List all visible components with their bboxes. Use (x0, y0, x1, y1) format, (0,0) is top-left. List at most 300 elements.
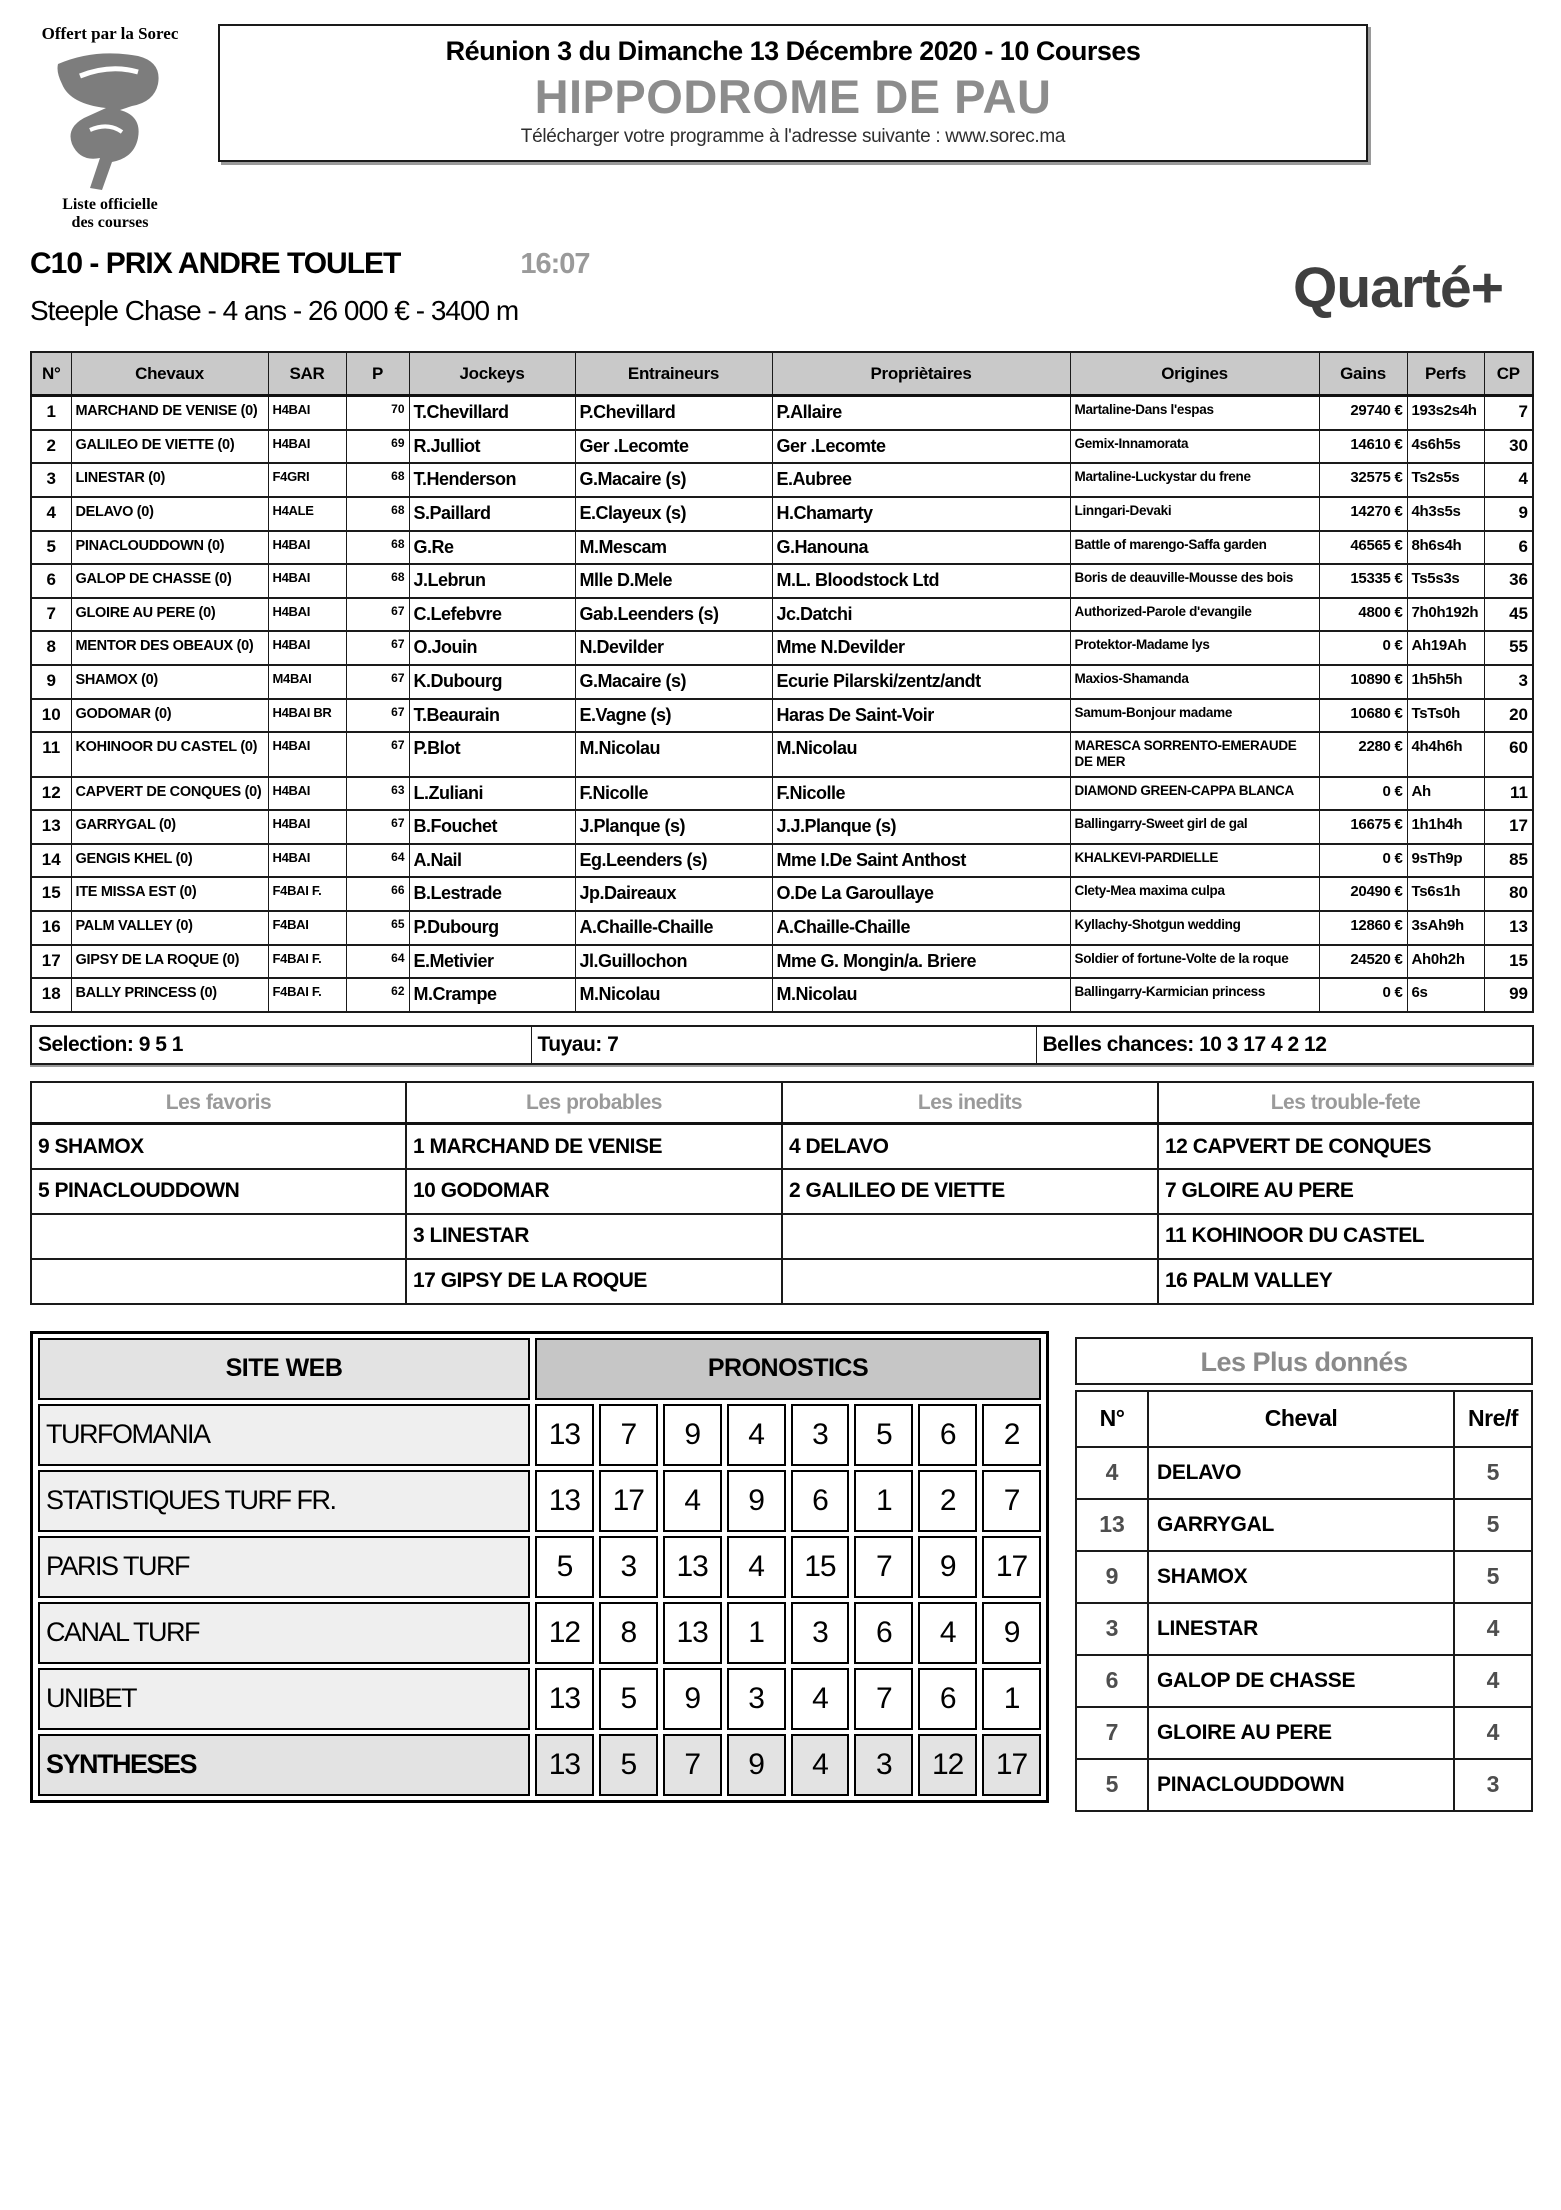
pronostic-pick: 8 (599, 1602, 658, 1664)
pd-horse-name: PINACLOUDDOWN (1148, 1759, 1454, 1811)
pick-item (782, 1214, 1158, 1259)
pronostic-pick: 6 (918, 1404, 977, 1466)
runner-sar: H4BAI (268, 810, 346, 844)
runner-perfs: Ah19Ah (1407, 631, 1484, 665)
runner-weight: 66 (346, 877, 409, 911)
col-header-origines: Origines (1070, 352, 1319, 396)
runner-trainer: E.Clayeux (s) (575, 497, 772, 531)
runner-trainer: Ger .Lecomte (575, 430, 772, 464)
site-name: TURFOMANIA (38, 1404, 530, 1466)
col-header-perfs: Perfs (1407, 352, 1484, 396)
runner-sar: M4BAI (268, 665, 346, 699)
runner-owner: O.De La Garoullaye (772, 877, 1070, 911)
runner-weight: 67 (346, 665, 409, 699)
runner-horse-name: GALOP DE CHASSE (0) (71, 564, 268, 598)
runner-row (31, 531, 1533, 565)
runner-horse-name: CAPVERT DE CONQUES (0) (71, 777, 268, 811)
runner-horse-name: KOHINOOR DU CASTEL (0) (71, 732, 268, 776)
runner-origins: Martaline-Dans l'espas (1070, 396, 1319, 430)
runner-earnings: 0 € (1319, 777, 1407, 811)
runner-number: 14 (31, 844, 71, 878)
runner-horse-name: GLOIRE AU PERE (0) (71, 598, 268, 632)
site-name: PARIS TURF (38, 1536, 530, 1598)
pronostic-pick: 1 (854, 1470, 913, 1532)
runner-row (31, 396, 1533, 430)
pronostic-pick: 3 (791, 1602, 850, 1664)
col-header-jockeys: Jockeys (409, 352, 575, 396)
runner-jockey: G.Re (409, 531, 575, 565)
pronostic-pick: 17 (982, 1536, 1041, 1598)
plus-donnes-table (1075, 1390, 1533, 1812)
runner-trainer: G.Macaire (s) (575, 665, 772, 699)
runner-weight: 68 (346, 531, 409, 565)
runner-weight: 70 (346, 396, 409, 430)
runner-sar: H4BAI BR (268, 699, 346, 733)
runner-horse-name: SHAMOX (0) (71, 665, 268, 699)
runner-origins: Samum-Bonjour madame (1070, 699, 1319, 733)
runner-earnings: 16675 € (1319, 810, 1407, 844)
runner-number: 7 (31, 598, 71, 632)
runner-jockey: P.Dubourg (409, 911, 575, 945)
runner-owner: G.Hanouna (772, 531, 1070, 565)
runner-owner: Haras De Saint-Voir (772, 699, 1070, 733)
runner-row (31, 810, 1533, 844)
runner-sar: F4BAI F. (268, 978, 346, 1012)
pick-item: 1 MARCHAND DE VENISE (406, 1124, 782, 1169)
runner-owner: Mme I.De Saint Anthost (772, 844, 1070, 878)
runner-row (31, 564, 1533, 598)
plus-donnes-panel (1075, 1337, 1533, 1812)
pronostic-pick: 13 (663, 1536, 722, 1598)
runner-jockey: O.Jouin (409, 631, 575, 665)
runner-number: 2 (31, 430, 71, 464)
runner-cp: 99 (1484, 978, 1533, 1012)
runner-weight: 69 (346, 430, 409, 464)
runner-jockey: J.Lebrun (409, 564, 575, 598)
pronostic-row (38, 1602, 1041, 1664)
runner-cp: 15 (1484, 945, 1533, 979)
pronostic-row (38, 1668, 1041, 1730)
race-conditions: Steeple Chase - 4 ans - 26 000 € - 3400 m (30, 294, 519, 326)
pronostic-pick: 13 (535, 1668, 594, 1730)
runner-origins: Kyllachy-Shotgun wedding (1070, 911, 1319, 945)
pronostic-pick: 13 (535, 1470, 594, 1532)
runner-row (31, 732, 1533, 776)
runner-weight: 67 (346, 631, 409, 665)
runner-earnings: 0 € (1319, 631, 1407, 665)
pronostic-pick: 4 (918, 1602, 977, 1664)
pick-item: 5 PINACLOUDDOWN (31, 1169, 406, 1214)
picks-table (30, 1081, 1534, 1305)
runner-earnings: 2280 € (1319, 732, 1407, 776)
runner-number: 5 (31, 531, 71, 565)
pronostic-row (38, 1470, 1041, 1532)
top-header (30, 24, 1533, 233)
pd-frequency: 4 (1454, 1655, 1532, 1707)
selection-bar (30, 1025, 1534, 1065)
pronostic-pick: 4 (727, 1404, 786, 1466)
runner-horse-name: MARCHAND DE VENISE (0) (71, 396, 268, 430)
pronostic-pick: 5 (535, 1536, 594, 1598)
pronostic-pick: 13 (535, 1404, 594, 1466)
pd-col-cheval: Cheval (1148, 1391, 1454, 1447)
runner-horse-name: MENTOR DES OBEAUX (0) (71, 631, 268, 665)
pronostic-pick: 1 (982, 1668, 1041, 1730)
pronostic-pick: 15 (791, 1536, 850, 1598)
pd-horse-number: 4 (1076, 1447, 1148, 1499)
runner-origins: Clety-Mea maxima culpa (1070, 877, 1319, 911)
runner-origins: Boris de deauville-Mousse des bois (1070, 564, 1319, 598)
runner-owner: H.Chamarty (772, 497, 1070, 531)
runner-earnings: 10680 € (1319, 699, 1407, 733)
belles-chances-text: Belles chances: 10 3 17 4 2 12 (1036, 1026, 1533, 1064)
col-header-entraineurs: Entraineurs (575, 352, 772, 396)
runner-earnings: 4800 € (1319, 598, 1407, 632)
pd-horse-name: GLOIRE AU PERE (1148, 1707, 1454, 1759)
pronostic-row (38, 1734, 1041, 1796)
runner-cp: 85 (1484, 844, 1533, 878)
runner-cp: 4 (1484, 463, 1533, 497)
runner-weight: 68 (346, 564, 409, 598)
runner-jockey: A.Nail (409, 844, 575, 878)
runners-header-row (31, 352, 1533, 396)
runner-perfs: 4h3s5s (1407, 497, 1484, 531)
venue-title: HIPPODROME DE PAU (534, 70, 1052, 123)
runner-jockey: T.Beaurain (409, 699, 575, 733)
pronostic-pick: 7 (599, 1404, 658, 1466)
runner-origins: MARESCA SORRENTO-EMERAUDE DE MER (1070, 732, 1319, 776)
sorec-logo-block (30, 24, 190, 233)
runner-number: 15 (31, 877, 71, 911)
pronostics-header: PRONOSTICS (535, 1338, 1041, 1400)
pd-frequency: 5 (1454, 1447, 1532, 1499)
pd-frequency: 4 (1454, 1707, 1532, 1759)
runner-earnings: 10890 € (1319, 665, 1407, 699)
runner-earnings: 0 € (1319, 978, 1407, 1012)
runner-weight: 64 (346, 844, 409, 878)
pick-item: 10 GODOMAR (406, 1169, 782, 1214)
runner-owner: M.Nicolau (772, 732, 1070, 776)
pronostic-pick: 3 (727, 1668, 786, 1730)
plus-donnes-row (1076, 1447, 1532, 1499)
runner-horse-name: PALM VALLEY (0) (71, 911, 268, 945)
col-header-proprietaires: Propriètaires (772, 352, 1070, 396)
pronostic-row (38, 1404, 1041, 1466)
runner-trainer: M.Nicolau (575, 732, 772, 776)
runner-origins: Protektor-Madame lys (1070, 631, 1319, 665)
pick-item: 9 SHAMOX (31, 1124, 406, 1169)
pronostic-pick: 2 (982, 1404, 1041, 1466)
runner-earnings: 0 € (1319, 844, 1407, 878)
runner-owner: A.Chaille-Chaille (772, 911, 1070, 945)
runner-trainer: M.Mescam (575, 531, 772, 565)
pick-item: 12 CAPVERT DE CONQUES (1158, 1124, 1533, 1169)
pronostic-pick: 7 (982, 1470, 1041, 1532)
sorec-horse-logo-icon (50, 46, 170, 196)
picks-header-inedits: Les inedits (782, 1082, 1158, 1124)
runner-row (31, 978, 1533, 1012)
runner-number: 6 (31, 564, 71, 598)
runner-owner: Mme G. Mongin/a. Briere (772, 945, 1070, 979)
plus-donnes-row (1076, 1759, 1532, 1811)
runner-perfs: 193s2s4h (1407, 396, 1484, 430)
runner-origins: Linngari-Devaki (1070, 497, 1319, 531)
download-note: Télécharger votre programme à l'adresse suivante : www.sorec.ma (520, 126, 1066, 147)
runner-cp: 30 (1484, 430, 1533, 464)
pd-horse-number: 6 (1076, 1655, 1148, 1707)
runner-trainer: N.Devilder (575, 631, 772, 665)
plus-donnes-row (1076, 1603, 1532, 1655)
runner-earnings: 12860 € (1319, 911, 1407, 945)
runner-weight: 68 (346, 463, 409, 497)
runner-horse-name: GENGIS KHEL (0) (71, 844, 268, 878)
runner-jockey: M.Crampe (409, 978, 575, 1012)
runner-jockey: L.Zuliani (409, 777, 575, 811)
runner-cp: 36 (1484, 564, 1533, 598)
runners-table (30, 351, 1534, 1013)
pd-horse-name: LINESTAR (1148, 1603, 1454, 1655)
pick-item (31, 1259, 406, 1304)
pd-horse-name: GALOP DE CHASSE (1148, 1655, 1454, 1707)
runner-origins: Maxios-Shamanda (1070, 665, 1319, 699)
runner-earnings: 24520 € (1319, 945, 1407, 979)
runner-trainer: E.Vagne (s) (575, 699, 772, 733)
runner-trainer: Jl.Guillochon (575, 945, 772, 979)
runner-jockey: T.Henderson (409, 463, 575, 497)
runner-number: 17 (31, 945, 71, 979)
pd-horse-number: 9 (1076, 1551, 1148, 1603)
pronostic-pick: 3 (791, 1404, 850, 1466)
runner-trainer: Mlle D.Mele (575, 564, 772, 598)
col-header-num: N° (31, 352, 71, 396)
pronostic-pick: 9 (727, 1734, 786, 1796)
runner-owner: E.Aubree (772, 463, 1070, 497)
runner-sar: H4BAI (268, 430, 346, 464)
runner-row (31, 463, 1533, 497)
runner-jockey: P.Blot (409, 732, 575, 776)
runner-perfs: 1h5h5h (1407, 665, 1484, 699)
pd-frequency: 5 (1454, 1499, 1532, 1551)
pronostic-pick: 12 (535, 1602, 594, 1664)
runner-perfs: 7h0h192h (1407, 598, 1484, 632)
runner-sar: F4BAI F. (268, 877, 346, 911)
runner-number: 8 (31, 631, 71, 665)
pronostics-table (30, 1331, 1049, 1803)
pronostic-pick: 9 (918, 1536, 977, 1598)
runner-earnings: 20490 € (1319, 877, 1407, 911)
runner-horse-name: GARRYGAL (0) (71, 810, 268, 844)
runner-trainer: Gab.Leenders (s) (575, 598, 772, 632)
runner-row (31, 631, 1533, 665)
runner-owner: Mme N.Devilder (772, 631, 1070, 665)
pronostic-pick: 9 (663, 1668, 722, 1730)
runner-jockey: B.Fouchet (409, 810, 575, 844)
runner-trainer: Eg.Leenders (s) (575, 844, 772, 878)
runner-perfs: 1h1h4h (1407, 810, 1484, 844)
runner-origins: Ballingarry-Sweet girl de gal (1070, 810, 1319, 844)
pronostic-pick: 17 (599, 1470, 658, 1532)
runner-row (31, 777, 1533, 811)
siteweb-header: SITE WEB (38, 1338, 530, 1400)
runner-trainer: A.Chaille-Chaille (575, 911, 772, 945)
site-name: SYNTHESES (38, 1734, 530, 1796)
runner-cp: 55 (1484, 631, 1533, 665)
col-header-p: P (346, 352, 409, 396)
pronostic-pick: 6 (918, 1668, 977, 1730)
picks-header-probables: Les probables (406, 1082, 782, 1124)
runner-horse-name: GIPSY DE LA ROQUE (0) (71, 945, 268, 979)
runner-trainer: M.Nicolau (575, 978, 772, 1012)
pronostic-pick: 5 (854, 1404, 913, 1466)
runner-cp: 60 (1484, 732, 1533, 776)
runner-weight: 67 (346, 598, 409, 632)
race-header (30, 247, 1533, 339)
runner-jockey: B.Lestrade (409, 877, 575, 911)
picks-row (31, 1214, 1533, 1259)
pd-col-num: N° (1076, 1391, 1148, 1447)
runner-cp: 9 (1484, 497, 1533, 531)
runner-jockey: K.Dubourg (409, 665, 575, 699)
runner-earnings: 46565 € (1319, 531, 1407, 565)
runner-cp: 20 (1484, 699, 1533, 733)
runner-origins: Battle of marengo-Saffa garden (1070, 531, 1319, 565)
plus-donnes-row (1076, 1551, 1532, 1603)
pick-item: 16 PALM VALLEY (1158, 1259, 1533, 1304)
pronostic-pick: 7 (854, 1536, 913, 1598)
runner-trainer: J.Planque (s) (575, 810, 772, 844)
runner-number: 3 (31, 463, 71, 497)
runner-number: 18 (31, 978, 71, 1012)
runner-horse-name: DELAVO (0) (71, 497, 268, 531)
pd-frequency: 5 (1454, 1551, 1532, 1603)
runner-owner: J.J.Planque (s) (772, 810, 1070, 844)
runner-origins: Ballingarry-Karmician princess (1070, 978, 1319, 1012)
runner-owner: M.L. Bloodstock Ltd (772, 564, 1070, 598)
runner-perfs: Ah0h2h (1407, 945, 1484, 979)
col-header-chevaux: Chevaux (71, 352, 268, 396)
runner-row (31, 877, 1533, 911)
runner-row (31, 598, 1533, 632)
runner-sar: F4BAI (268, 911, 346, 945)
runner-jockey: E.Metivier (409, 945, 575, 979)
pronostic-pick: 4 (791, 1668, 850, 1730)
runner-row (31, 911, 1533, 945)
plus-donnes-title: Les Plus donnés (1075, 1337, 1533, 1385)
runner-perfs: 6s (1407, 978, 1484, 1012)
runner-sar: H4BAI (268, 531, 346, 565)
meeting-title: Réunion 3 du Dimanche 13 Décembre 2020 - 10 Courses (445, 36, 1141, 66)
pronostic-pick: 4 (727, 1536, 786, 1598)
runner-perfs: 8h6s4h (1407, 531, 1484, 565)
runner-perfs: Ts5s3s (1407, 564, 1484, 598)
runner-number: 11 (31, 732, 71, 776)
runner-weight: 67 (346, 732, 409, 776)
pick-item: 2 GALILEO DE VIETTE (782, 1169, 1158, 1214)
pronostic-pick: 4 (791, 1734, 850, 1796)
runner-earnings: 32575 € (1319, 463, 1407, 497)
pick-item (31, 1214, 406, 1259)
runner-jockey: R.Julliot (409, 430, 575, 464)
pd-horse-number: 3 (1076, 1603, 1148, 1655)
pronostic-pick: 7 (663, 1734, 722, 1796)
site-name: UNIBET (38, 1668, 530, 1730)
plus-donnes-row (1076, 1707, 1532, 1759)
runner-row (31, 844, 1533, 878)
runner-weight: 67 (346, 810, 409, 844)
pick-item (782, 1259, 1158, 1304)
pick-item: 11 KOHINOOR DU CASTEL (1158, 1214, 1533, 1259)
official-list-label: Liste officielle des courses (62, 196, 158, 232)
runner-origins: Authorized-Parole d'evangile (1070, 598, 1319, 632)
runner-number: 10 (31, 699, 71, 733)
runner-sar: H4BAI (268, 396, 346, 430)
runner-horse-name: ITE MISSA EST (0) (71, 877, 268, 911)
pronostic-pick: 13 (663, 1602, 722, 1664)
pronostic-pick: 6 (854, 1602, 913, 1664)
runner-owner: P.Allaire (772, 396, 1070, 430)
pd-frequency: 4 (1454, 1603, 1532, 1655)
runner-jockey: C.Lefebvre (409, 598, 575, 632)
site-name: STATISTIQUES TURF FR. (38, 1470, 530, 1532)
pick-item: 17 GIPSY DE LA ROQUE (406, 1259, 782, 1304)
runner-weight: 67 (346, 699, 409, 733)
pick-item: 3 LINESTAR (406, 1214, 782, 1259)
pronostic-pick: 9 (727, 1470, 786, 1532)
pronostic-pick: 2 (918, 1470, 977, 1532)
pd-horse-name: GARRYGAL (1148, 1499, 1454, 1551)
runner-horse-name: GODOMAR (0) (71, 699, 268, 733)
runner-owner: F.Nicolle (772, 777, 1070, 811)
tuyau-text: Tuyau: 7 (531, 1026, 1036, 1064)
race-title: C10 - PRIX ANDRE TOULET (30, 246, 401, 280)
runner-trainer: Jp.Daireaux (575, 877, 772, 911)
runner-earnings: 15335 € (1319, 564, 1407, 598)
picks-row (31, 1259, 1533, 1304)
picks-row (31, 1124, 1533, 1169)
picks-row (31, 1169, 1533, 1214)
runner-number: 16 (31, 911, 71, 945)
race-time: 16:07 (520, 247, 590, 280)
selection-text: Selection: 9 5 1 (31, 1026, 531, 1064)
picks-header-favoris: Les favoris (31, 1082, 406, 1124)
pick-item: 4 DELAVO (782, 1124, 1158, 1169)
pd-horse-number: 13 (1076, 1499, 1148, 1551)
pronostic-pick: 3 (854, 1734, 913, 1796)
pronostic-pick: 12 (918, 1734, 977, 1796)
meeting-title-box (218, 24, 1368, 162)
runner-cp: 7 (1484, 396, 1533, 430)
runner-sar: H4BAI (268, 777, 346, 811)
bottom-section (30, 1331, 1533, 1812)
pronostic-pick: 9 (663, 1404, 722, 1466)
pd-col-nref: Nre/f (1454, 1391, 1532, 1447)
pd-horse-number: 7 (1076, 1707, 1148, 1759)
pd-horse-number: 5 (1076, 1759, 1148, 1811)
runner-horse-name: LINESTAR (0) (71, 463, 268, 497)
pd-horse-name: SHAMOX (1148, 1551, 1454, 1603)
runner-perfs: 4h4h6h (1407, 732, 1484, 776)
runner-horse-name: BALLY PRINCESS (0) (71, 978, 268, 1012)
pronostics-header-row (38, 1338, 1041, 1400)
col-header-sar: SAR (268, 352, 346, 396)
runner-sar: F4GRI (268, 463, 346, 497)
runner-sar: H4BAI (268, 598, 346, 632)
runner-sar: H4ALE (268, 497, 346, 531)
runner-jockey: S.Paillard (409, 497, 575, 531)
runner-perfs: 9sTh9p (1407, 844, 1484, 878)
col-header-gains: Gains (1319, 352, 1407, 396)
runner-cp: 11 (1484, 777, 1533, 811)
